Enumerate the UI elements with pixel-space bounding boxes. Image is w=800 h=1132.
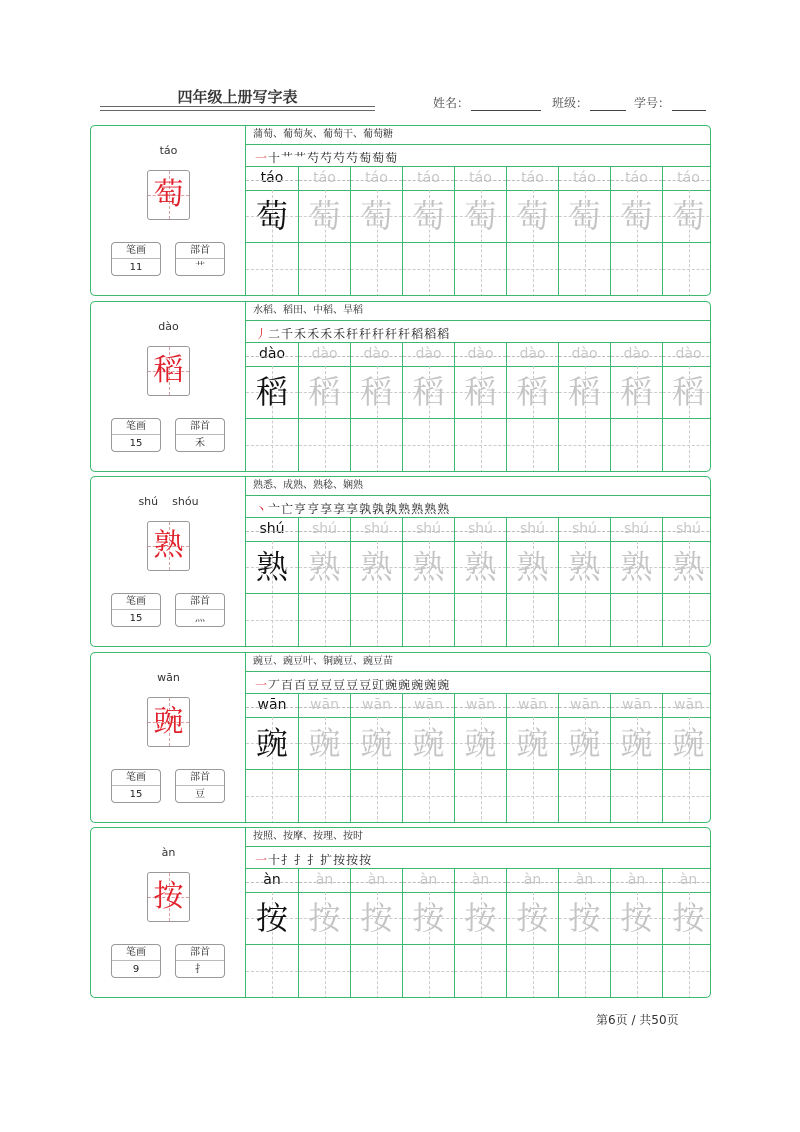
pinyin-label [91,846,246,859]
pinyin-practice: àn [419,872,438,888]
practice-column [506,517,558,647]
practice-column [610,517,662,647]
stroke-step: 秆 [385,326,398,341]
pinyin-practice: shú [571,521,598,537]
radical-label: 部首 [176,243,224,259]
stroke-step: 扌 [307,853,320,867]
pinyin-practice: àn [523,872,542,888]
character-display-box [147,697,190,747]
radical-box [175,944,225,978]
pinyin-practice: wān [518,696,547,713]
character-practice: 萄 [255,197,288,235]
character-display-box [147,521,190,571]
stroke-step: 十 [268,853,281,867]
stroke-step: 豆 [320,677,333,692]
pinyin-practice: dào [675,345,702,362]
radical-box [175,593,225,627]
pinyin-practice: shú [467,521,494,537]
pinyin-practice: wān [466,696,495,713]
strokes-count-box [111,593,161,627]
practice-column [454,517,506,647]
character-practice[interactable]: 稻 [360,372,393,411]
stroke-step: 十 [268,151,281,165]
stroke-step: 丆 [268,677,281,692]
pinyin-practice: táo [573,170,596,186]
stroke-step: 百 [294,677,307,692]
practice-column [350,517,402,647]
pinyin-practice: dào [311,345,338,362]
pinyin-practice: àn [679,872,698,888]
practice-column [402,517,454,647]
stroke-step: 萄 [385,151,398,165]
stroke-step: 一 [255,853,268,867]
pinyin-practice: táo [417,170,440,186]
character-practice: 熟 [255,548,288,586]
stroke-step: 秆 [346,326,359,341]
practice-column [246,342,298,472]
title-underline [100,106,375,111]
stroke-step: 享 [320,502,333,516]
stroke-step: 熟 [437,502,450,516]
radical-value: 禾 [195,437,205,449]
pinyin: táo [159,144,178,157]
character-practice[interactable]: 按 [412,899,445,937]
pinyin-practice: táo [677,170,700,186]
pinyin-practice: àn [315,872,334,888]
pinyin-practice: àn [575,872,594,888]
character-practice[interactable]: 豌 [360,723,393,762]
strokes-count-value: 15 [129,613,143,624]
stroke-step: 豌 [411,677,424,692]
stroke-step: 扌 [281,853,294,867]
stroke-step: 一 [255,151,268,165]
strokes-count-label: 笔画 [112,594,160,610]
stroke-step: 按 [346,853,359,867]
class-field[interactable] [552,94,626,111]
stroke-step: 豇 [372,677,385,692]
radical-value: 艹 [195,262,205,273]
stroke-step: 秆 [398,326,411,341]
character-practice[interactable]: 稻 [308,372,341,411]
character-practice[interactable]: 豌 [672,723,705,762]
stroke-step: 丿 [255,326,268,341]
radical-label: 部首 [176,945,224,961]
pinyin-practice: àn [627,872,646,888]
stroke-step: 豆 [333,677,346,692]
stroke-step: 豆 [346,677,359,692]
pinyin-practice: dào [571,345,598,362]
character-practice: 豌 [255,723,288,762]
practice-column [350,868,402,998]
page-number: 第6页 / 共50页 [596,1013,679,1027]
practice-column [298,342,350,472]
stroke-step: 芍 [320,151,333,165]
radical-label: 部首 [176,419,224,435]
character-practice[interactable]: 豌 [516,723,549,762]
stroke-order [255,674,450,692]
practice-column [558,166,610,296]
radical-value: 豆 [195,788,205,800]
radical-value: 扌 [195,964,205,975]
pinyin-practice: dào [258,345,286,362]
strokes-count-box [111,944,161,978]
stroke-step: 二 [268,326,281,341]
practice-column [558,693,610,823]
stroke-order [255,323,450,341]
practice-column [662,517,711,647]
strokes-count-value: 11 [129,262,143,273]
stroke-step: 芍 [333,151,346,165]
character-practice[interactable]: 萄 [308,197,341,235]
stroke-step: 豌 [424,677,437,692]
example-words: 熟悉、成熟、熟稔、娴熟 [253,480,363,491]
practice-column [558,868,610,998]
radical-label: 部首 [176,770,224,786]
character-practice: 稻 [255,372,288,411]
radical-box [175,418,225,452]
practice-column [610,868,662,998]
pinyin-practice: shú [623,521,650,537]
example-words: 水稻、稻田、中稻、旱稻 [253,304,363,316]
stroke-step: 亠 [268,502,281,516]
stroke-step: 秆 [372,326,385,341]
stroke-step: 萄 [372,151,385,165]
stroke-step: 扌 [294,853,307,867]
character-practice[interactable]: 豌 [464,723,497,762]
stroke-step: 稻 [411,326,424,341]
practice-column [454,342,506,472]
strokes-count-label: 笔画 [112,945,160,961]
strokes-count-value: 9 [132,964,140,975]
character-practice[interactable]: 按 [360,899,393,937]
radical-value: 灬 [195,613,205,624]
practice-column [558,342,610,472]
stroke-step: 孰 [372,502,385,516]
practice-column [402,868,454,998]
character-practice[interactable]: 按 [516,899,549,937]
character-practice[interactable]: 豌 [620,723,653,762]
pinyin-practice: shú [311,521,338,537]
stroke-step: 豌 [398,677,411,692]
practice-column [454,868,506,998]
character-practice[interactable]: 豌 [568,723,601,762]
stroke-step: 亨 [307,502,320,516]
pinyin-practice: wān [310,696,339,713]
character-display-box [147,872,190,922]
practice-column [350,693,402,823]
student-id-blank[interactable] [672,97,706,111]
stroke-step: 禾 [307,326,320,341]
stroke-step: 禾 [320,326,333,341]
character-display-box [147,170,190,220]
pinyin-practice: dào [467,345,494,362]
practice-column [298,517,350,647]
pinyin: àn [161,846,176,859]
practice-column [662,342,711,472]
radical-box [175,242,225,276]
practice-column [610,342,662,472]
pinyin-practice: àn [471,872,490,888]
practice-column [350,342,402,472]
stroke-order [255,147,398,165]
pinyin-practice: wān [414,696,443,713]
stroke-step: 千 [281,326,294,341]
stroke-step: 享 [346,502,359,516]
character-practice[interactable]: 萄 [412,197,445,235]
character-display: 稻 [153,352,184,388]
character-practice[interactable]: 熟 [412,548,445,586]
character-info-panel [91,653,246,822]
pinyin-practice: dào [623,345,650,362]
stroke-step: 艹 [281,151,294,165]
character-practice[interactable]: 熟 [620,548,653,586]
character-display: 按 [153,879,184,914]
character-practice[interactable]: 熟 [360,548,393,586]
character-card [90,652,711,823]
stroke-step: 芍 [307,151,320,165]
character-practice: 按 [255,899,288,937]
strokes-count-value: 15 [129,437,143,449]
character-practice[interactable]: 豌 [308,723,341,762]
character-practice[interactable]: 萄 [360,197,393,235]
class-blank[interactable] [590,97,626,111]
character-practice[interactable]: 稻 [672,372,705,411]
pinyin: dào [158,319,179,333]
stroke-step: 豌 [437,677,450,692]
name-blank[interactable] [471,97,541,111]
student-id-field[interactable] [634,94,706,111]
pinyin-practice: shú [675,521,702,537]
strokes-count-label: 笔画 [112,419,160,435]
stroke-step: 秆 [359,326,372,341]
character-practice[interactable]: 按 [464,899,497,937]
character-practice[interactable]: 熟 [464,548,497,586]
pinyin-alt: shóu [172,495,199,508]
character-practice[interactable]: 稻 [568,372,601,411]
character-card [90,301,711,472]
practice-column [246,166,298,296]
pinyin-practice: táo [260,170,284,186]
strokes-count-box [111,242,161,276]
character-info-panel [91,302,246,471]
pinyin: wān [157,670,180,684]
practice-column [246,868,298,998]
practice-column [662,693,711,823]
pinyin-practice: wān [622,696,651,713]
practice-column [402,166,454,296]
pinyin-practice: táo [469,170,492,186]
stroke-step: 熟 [424,502,437,516]
practice-column [246,693,298,823]
strokes-count-box [111,769,161,803]
stroke-step: 熟 [398,502,411,516]
stroke-step: 享 [333,502,346,516]
pinyin-label [91,144,246,157]
character-practice[interactable]: 按 [620,899,653,937]
strokes-count-label: 笔画 [112,770,160,786]
stroke-step: 孰 [385,502,398,516]
character-practice[interactable]: 熟 [568,548,601,586]
character-card [90,827,711,998]
class-label: 班级： [552,96,589,110]
character-practice[interactable]: 熟 [672,548,705,586]
stroke-order [255,498,450,516]
pinyin-practice: shú [415,521,442,537]
character-practice[interactable]: 萄 [672,197,705,235]
character-practice[interactable]: 豌 [412,723,445,762]
pinyin-practice: dào [415,345,442,362]
pinyin-practice: wān [257,696,287,713]
stroke-step: 稻 [437,326,450,341]
practice-column [402,342,454,472]
practice-column [610,166,662,296]
pinyin-practice: wān [362,696,391,713]
character-display: 豌 [153,703,184,739]
example-words: 按照、按摩、按理、按时 [253,831,363,842]
practice-column [506,868,558,998]
pinyin-practice: wān [570,696,599,713]
pinyin-practice: táo [365,170,388,186]
character-info-panel [91,477,246,646]
stroke-step: 艹 [294,151,307,165]
character-practice[interactable]: 按 [568,899,601,937]
practice-column [298,868,350,998]
character-practice[interactable]: 萄 [516,197,549,235]
stroke-step: 亡 [281,502,294,516]
character-practice[interactable]: 萄 [464,197,497,235]
name-label: 姓名： [433,96,470,110]
stroke-step: 豆 [359,677,372,692]
radical-label: 部首 [176,594,224,610]
character-practice[interactable]: 按 [672,899,705,937]
strokes-count-value: 15 [129,788,143,800]
practice-column [298,693,350,823]
stroke-step: 萄 [359,151,372,165]
practice-column [350,166,402,296]
stroke-step: 亨 [294,502,307,516]
character-info-panel [91,126,246,295]
practice-column [506,166,558,296]
pinyin-practice: shú [519,521,546,537]
practice-column [558,517,610,647]
stroke-step: 一 [255,677,268,692]
pinyin-practice: táo [625,170,648,186]
character-practice[interactable]: 按 [308,899,341,937]
character-practice[interactable]: 稻 [620,372,653,411]
practice-column [506,342,558,472]
pinyin-practice: shú [363,521,390,537]
practice-column [662,868,711,998]
practice-column [662,166,711,296]
pinyin-label [91,320,246,333]
stroke-step: 豌 [385,677,398,692]
character-display-box [147,346,190,396]
stroke-step: 百 [281,677,294,692]
character-practice[interactable]: 萄 [568,197,601,235]
practice-column [454,166,506,296]
example-words: 豌豆、豌豆叶、铜豌豆、豌豆苗 [253,655,393,667]
pinyin-practice: dào [363,345,390,362]
character-practice[interactable]: 萄 [620,197,653,235]
stroke-step: 芍 [346,151,359,165]
stroke-step: 孰 [359,502,372,516]
stroke-step: 豆 [307,677,320,692]
character-practice[interactable]: 熟 [516,548,549,586]
example-words: 蒲萄、葡萄灰、葡萄干、葡萄糖 [253,129,393,140]
practice-column [246,517,298,647]
stroke-step: 禾 [294,326,307,341]
character-card [90,476,711,647]
student-id-label: 学号： [634,96,671,110]
character-practice[interactable]: 熟 [308,548,341,586]
pinyin-practice: wān [674,696,703,713]
pinyin-practice: shú [259,521,285,537]
pinyin-practice: àn [367,872,386,888]
character-practice[interactable]: 稻 [516,372,549,411]
stroke-step: 按 [359,853,372,867]
page-header [0,0,800,120]
pinyin-label [91,495,246,508]
character-card [90,125,711,296]
practice-column [454,693,506,823]
stroke-step: 禾 [333,326,346,341]
character-info-panel [91,828,246,997]
pinyin-practice: àn [263,872,281,888]
stroke-step: 稻 [424,326,437,341]
pinyin-label [91,671,246,684]
pinyin-practice: dào [519,345,546,362]
character-display: 熟 [153,528,184,563]
practice-column [610,693,662,823]
practice-column [298,166,350,296]
pinyin-practice: táo [313,170,336,186]
name-field[interactable] [433,94,541,111]
strokes-count-label: 笔画 [112,243,160,259]
stroke-step: 按 [333,853,346,867]
stroke-step: 扩 [320,853,333,867]
radical-box [175,769,225,803]
strokes-count-box [111,418,161,452]
character-practice[interactable]: 稻 [464,372,497,411]
stroke-order [255,849,372,867]
practice-column [402,693,454,823]
pinyin-practice: táo [521,170,544,186]
stroke-step: 熟 [411,502,424,516]
pinyin: shú [138,495,159,508]
stroke-step: 丶 [255,502,268,516]
character-display: 萄 [153,177,184,212]
character-practice[interactable]: 稻 [412,372,445,411]
page-title: 四年级上册写字表 [177,88,298,106]
practice-column [506,693,558,823]
